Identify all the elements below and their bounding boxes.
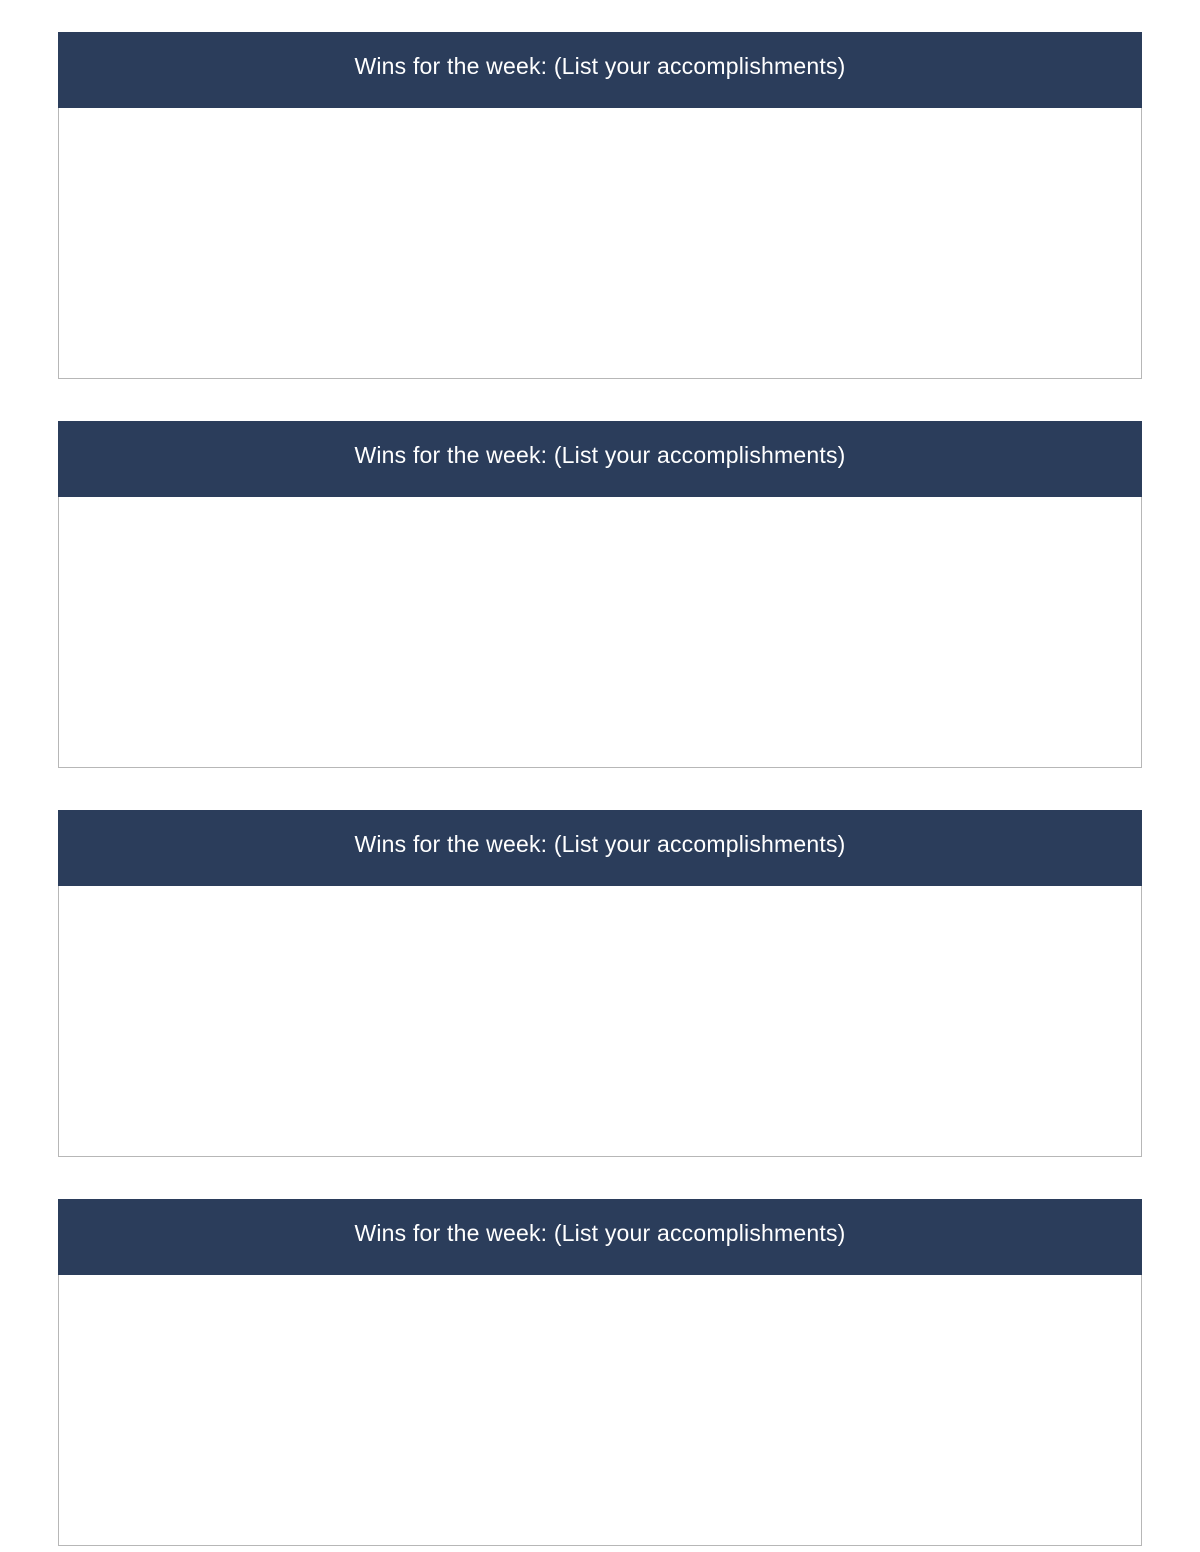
card-body[interactable] <box>58 497 1142 768</box>
card-body[interactable] <box>58 1275 1142 1546</box>
card-heading: Wins for the week: (List your accomplishments) <box>354 53 846 79</box>
wins-card <box>58 421 1142 768</box>
wins-textarea[interactable] <box>59 108 1141 378</box>
card-header <box>58 810 1142 886</box>
wins-card <box>58 1199 1142 1546</box>
wins-card <box>58 32 1142 379</box>
card-heading: Wins for the week: (List your accomplishments) <box>354 831 846 857</box>
card-header <box>58 32 1142 108</box>
wins-card <box>58 810 1142 1157</box>
card-heading: Wins for the week: (List your accomplishments) <box>354 442 846 468</box>
wins-textarea[interactable] <box>59 1275 1141 1545</box>
card-header <box>58 421 1142 497</box>
card-body[interactable] <box>58 886 1142 1157</box>
card-heading: Wins for the week: (List your accomplishments) <box>354 1220 846 1246</box>
wins-textarea[interactable] <box>59 497 1141 767</box>
card-header <box>58 1199 1142 1275</box>
card-body[interactable] <box>58 108 1142 379</box>
wins-textarea[interactable] <box>59 886 1141 1156</box>
